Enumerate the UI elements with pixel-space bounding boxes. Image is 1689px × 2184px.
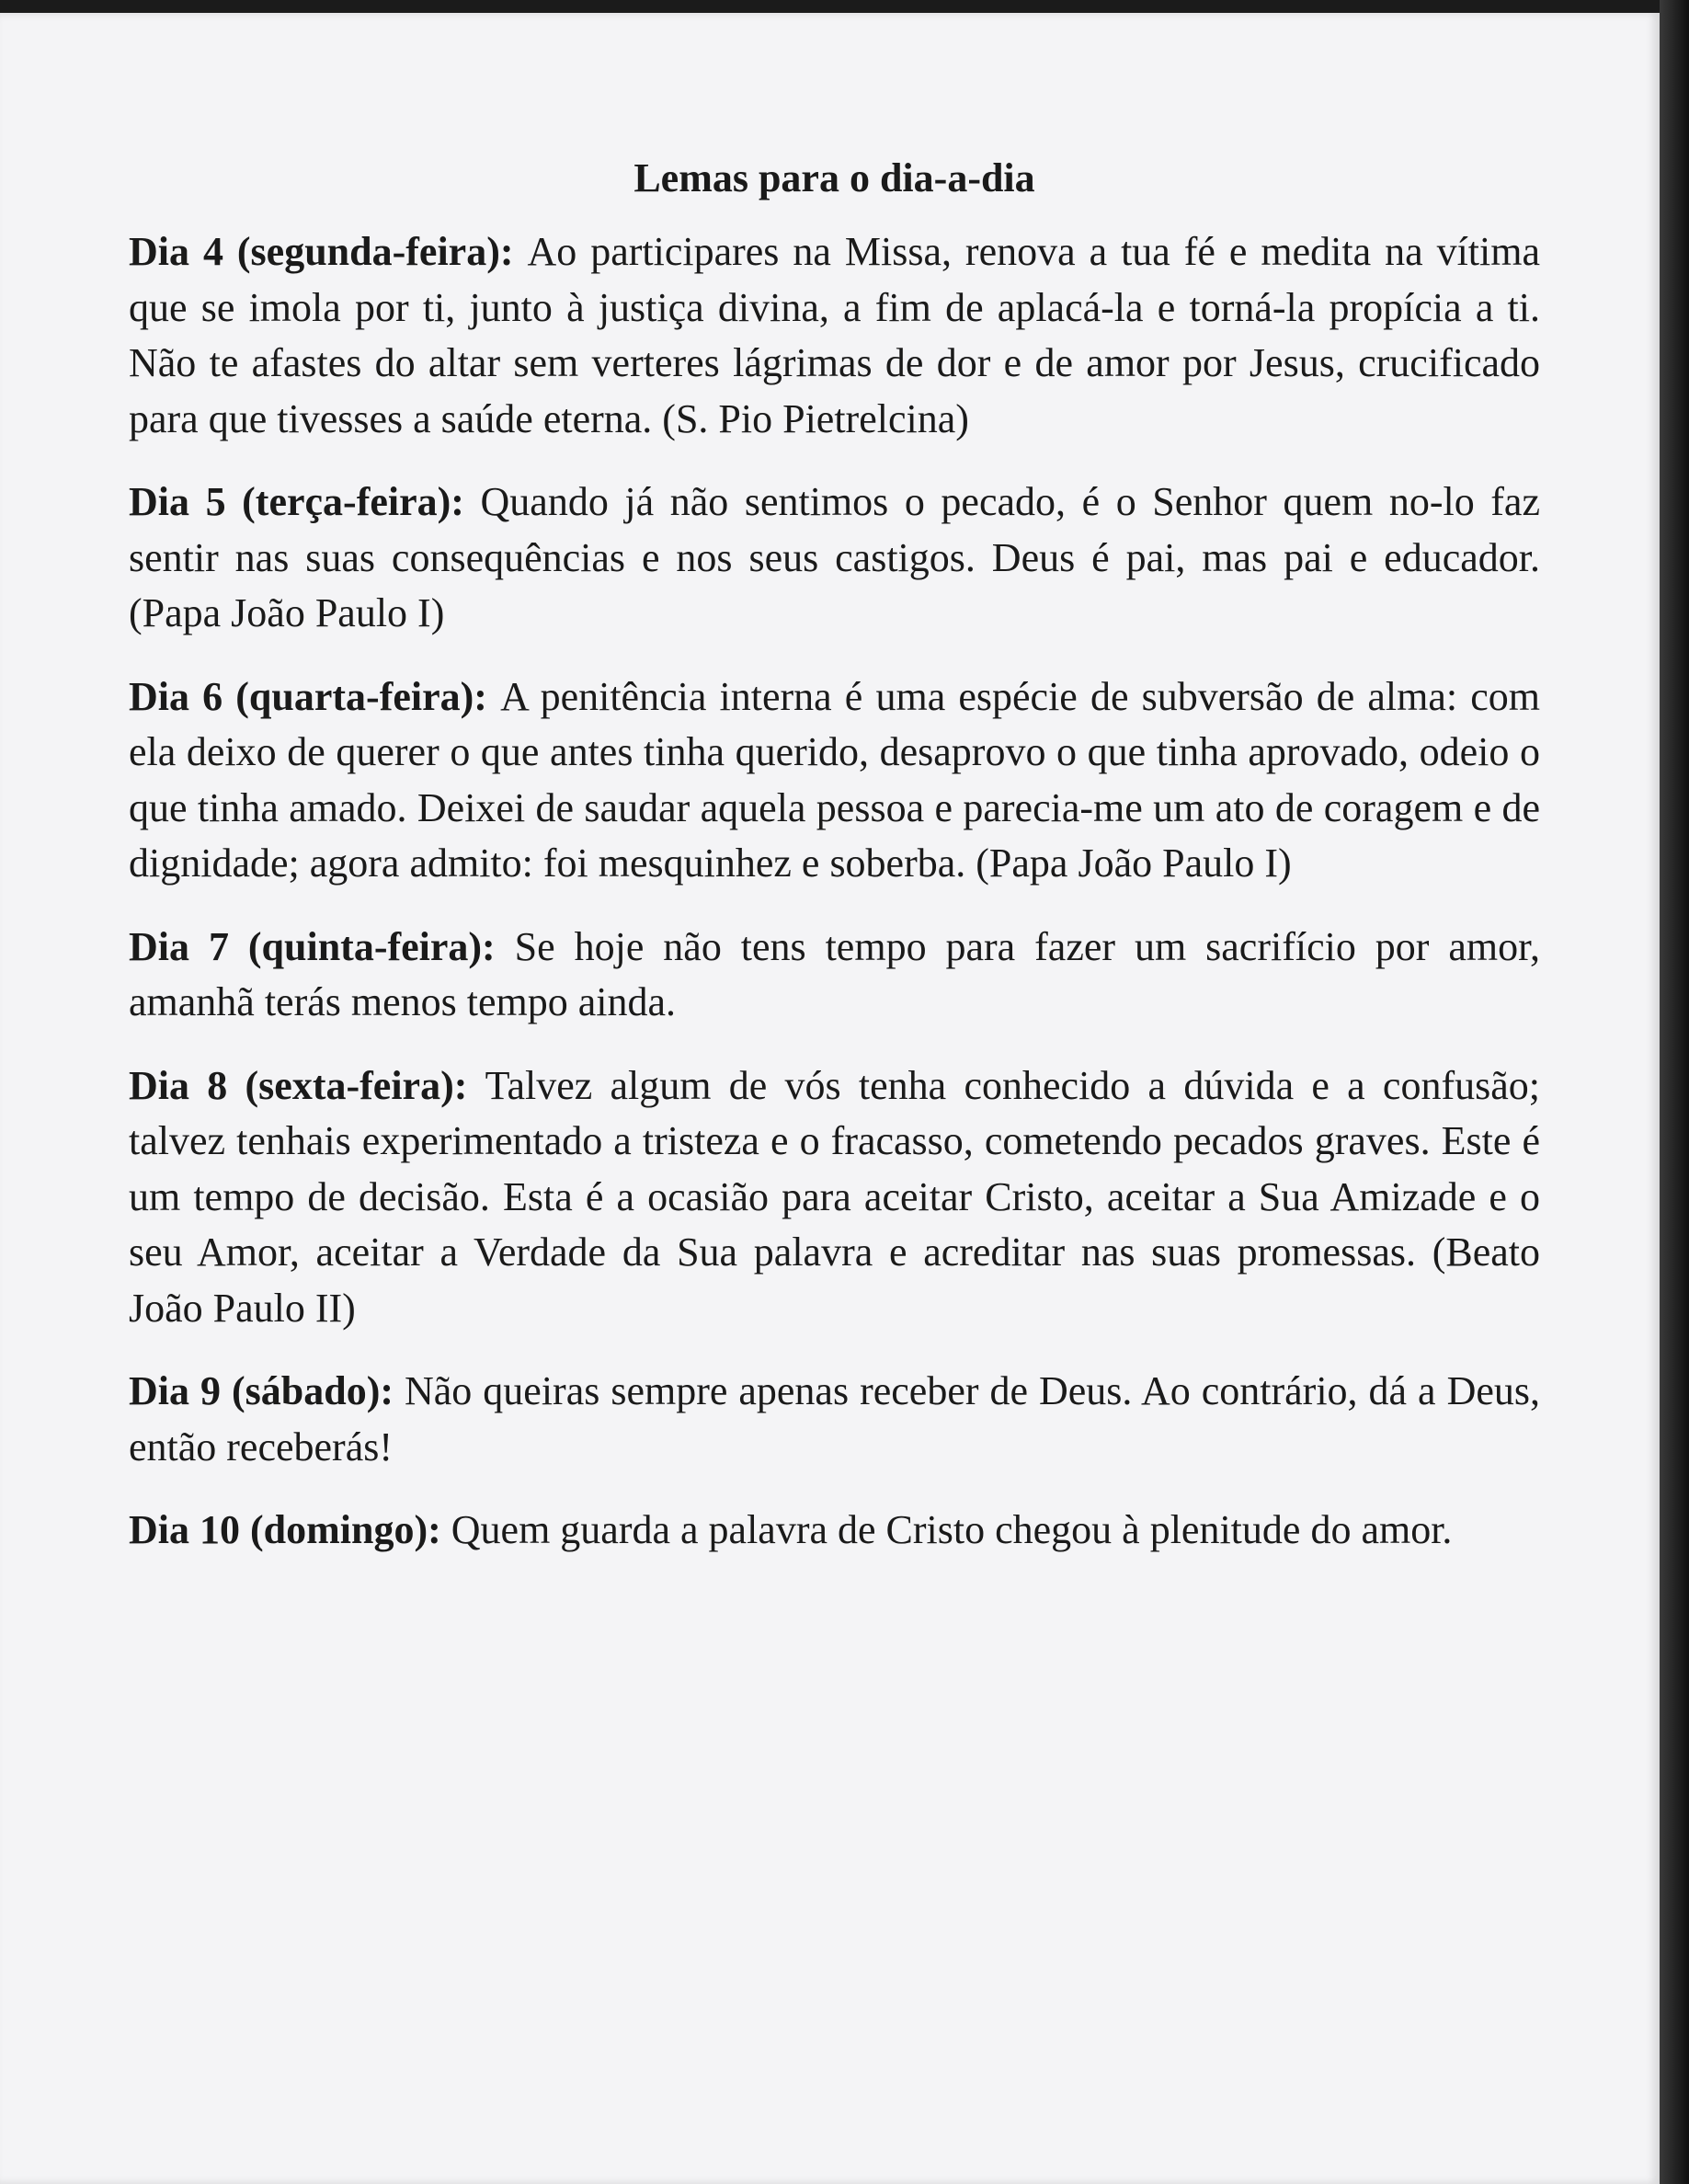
entry-day-5: [129, 475, 1540, 642]
paper-sheet: [0, 13, 1660, 2184]
document-body: [129, 151, 1540, 1586]
entry-text: Ao participares na Missa, renova a tua fé e medita na vítima que se imola por ti, junto à justiça divina, a fim de aplacá-la e torná-la propícia a ti. Não te afastes do altar sem verteres lágrimas de dor e de amor por Jesus, crucificado para que tivesses a saúde eterna. (S. Pio Pietrelcina): [129, 229, 1540, 441]
entry-day-10: [129, 1503, 1540, 1559]
entry-label: Dia 4 (segunda-feira):: [129, 229, 514, 274]
entry-day-4: [129, 224, 1540, 447]
entry-text: Não queiras sempre apenas receber de Deus. Ao contrário, dá a Deus, então receberás!: [129, 1368, 1540, 1469]
entry-label: Dia 10 (domingo):: [129, 1507, 441, 1552]
entry-text: Quando já não sentimos o pecado, é o Senhor quem no-lo faz sentir nas suas consequências e nos seus castigos. Deus é pai, mas pai e educador. (Papa João Paulo I): [129, 479, 1540, 635]
entry-label: Dia 6 (quarta-feira):: [129, 673, 487, 719]
entry-day-6: [129, 669, 1540, 892]
scanner-edge: [1660, 0, 1689, 2184]
entry-text: Se hoje não tens tempo para fazer um sacrifício por amor, amanhã terás menos tempo ainda.: [129, 923, 1541, 1024]
entry-text: A penitência interna é uma espécie de subversão de alma: com ela deixo de querer o que antes tinha querido, desaprovo o que tinha aprovado, odeio o que tinha amado. Deixei de saudar aquela pessoa e parecia-me um ato de coragem e de dignidade; agora admito: foi mesquinhez e soberba. (Papa João Paulo I): [129, 673, 1541, 886]
entry-text: Talvez algum de vós tenha conhecido a dúvida e a confusão; talvez tenhais experimentado a tristeza e o fracasso, cometendo pecados graves. Este é um tempo de decisão. Esta é a ocasião para aceitar Cristo, aceitar a Sua Amizade e o seu Amor, aceitar a Verdade da Sua palavra e acreditar nas suas promessas. (Beato João Paulo II): [129, 1062, 1540, 1331]
entry-label: Dia 5 (terça-feira):: [129, 479, 464, 524]
entry-label: Dia 9 (sábado):: [129, 1368, 394, 1413]
entry-text: Quem guarda a palavra de Cristo chegou à plenitude do amor.: [451, 1507, 1453, 1552]
entry-day-8: [129, 1058, 1540, 1337]
page-title: Lemas para o dia-a-dia: [633, 155, 1035, 200]
entry-day-7: [129, 920, 1540, 1031]
entry-day-9: [129, 1364, 1540, 1475]
entry-label: Dia 8 (sexta-feira):: [129, 1062, 468, 1108]
entry-label: Dia 7 (quinta-feira):: [129, 923, 496, 969]
